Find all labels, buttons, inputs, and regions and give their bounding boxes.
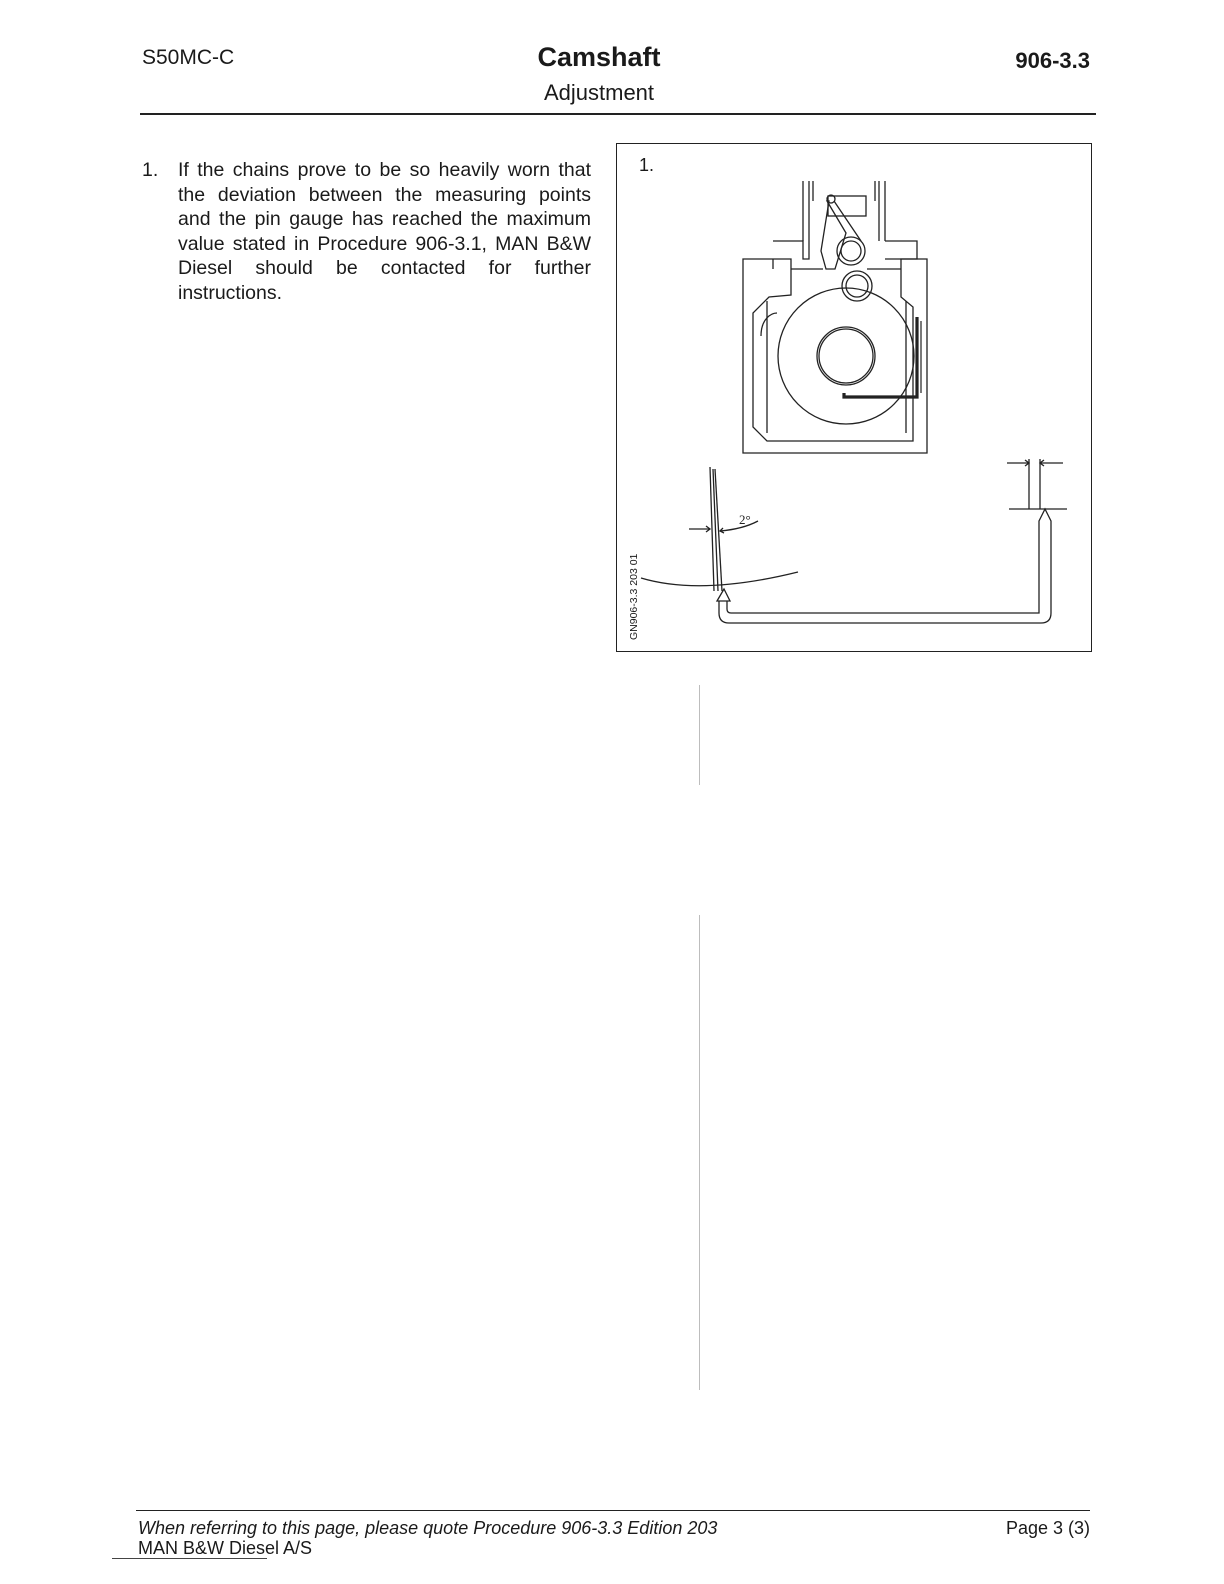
scan-artifact-line [699, 685, 700, 785]
angle-label: 2° [739, 512, 751, 527]
company-underline [112, 1558, 267, 1559]
page-number: Page 3 (3) [1005, 1518, 1090, 1538]
figure-number: 1. [639, 155, 655, 175]
angle-label-layer [617, 144, 1091, 651]
step-number: 1. [142, 159, 159, 181]
step-text: If the chains prove to be so heavily worn that the deviation between the measuring points and the pin gauge has reached the maximum value stated in Procedure 906-3.1, MAN B&W Diesel should be contacted for further instructions. [178, 159, 591, 304]
footer-reference-note: When referring to this page, please quote Procedure 906-3.3 Edition 203 [138, 1518, 718, 1538]
model-code: S50MC-C [142, 46, 235, 69]
page-title: Camshaft [537, 42, 661, 72]
figure-frame [616, 143, 1092, 652]
footer-divider [136, 1510, 1090, 1511]
header-divider [140, 113, 1096, 115]
company-name: MAN B&W Diesel A/S [138, 1538, 313, 1558]
scan-artifact-line [699, 915, 700, 1390]
procedure-number: 906-3.3 [1015, 48, 1090, 73]
page-subtitle: Adjustment [543, 80, 655, 105]
figure-code: GN906-3.3 203 01 [628, 553, 640, 640]
